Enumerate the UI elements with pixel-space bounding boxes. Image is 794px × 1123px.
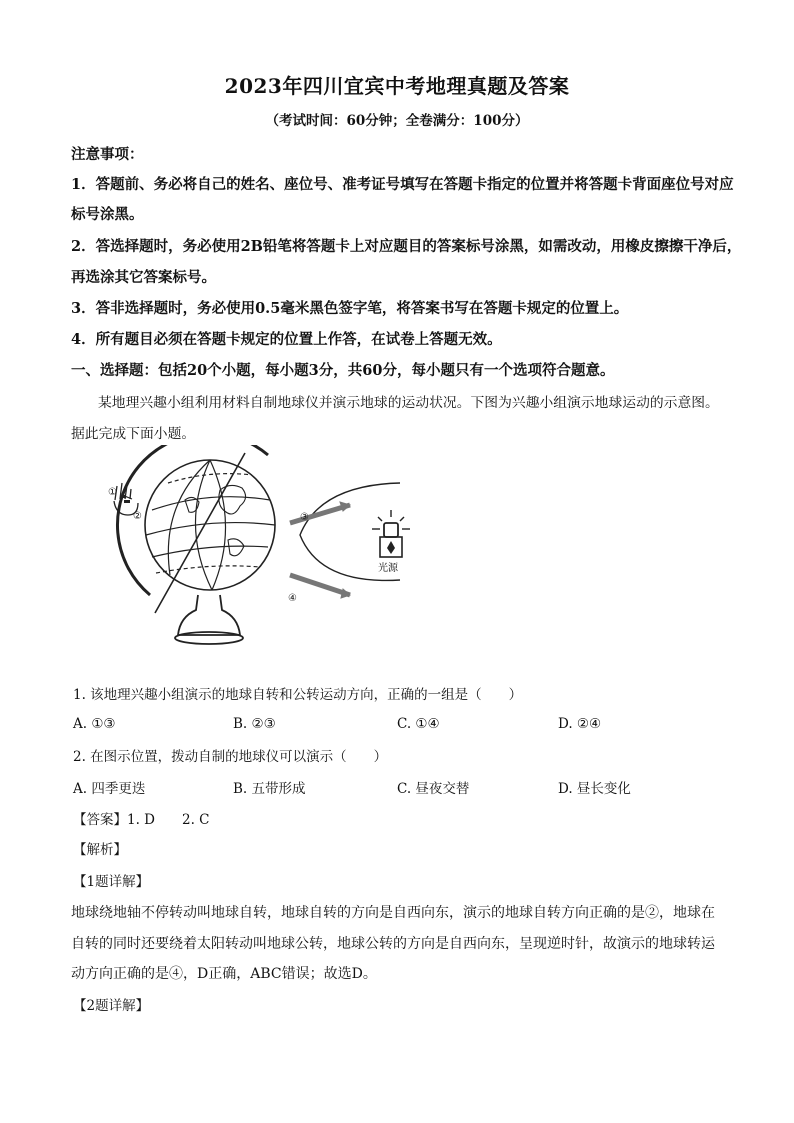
answer-line: 【答案】1. D 2. C [73, 812, 210, 828]
q1-option-c: C. ①④ [397, 716, 440, 732]
notice-item-1-cont: 标号涂黑。 [71, 206, 144, 223]
exam-info: （考试时间：60分钟；全卷满分：100分） [265, 113, 529, 129]
light-bulb-icon [384, 523, 398, 537]
label-2: ② [133, 511, 142, 522]
question-2: 2. 在图示位置，拨动自制的地球仪可以演示（ ） [73, 749, 388, 765]
notice-heading: 注意事项： [71, 146, 144, 163]
q1-option-b: B. ②③ [233, 716, 276, 732]
label-1: ① [108, 487, 117, 498]
q2-option-c: C. 昼夜交替 [397, 781, 470, 797]
arrow-4 [290, 575, 350, 595]
notice-item-4: 4．所有题目必须在答题卡规定的位置上作答，在试卷上答题无效。 [71, 331, 502, 348]
notice-item-2-cont: 再选涂其它答案标号。 [71, 269, 216, 286]
globe-stand [178, 595, 240, 635]
q1-option-a: A. ①③ [73, 716, 116, 732]
detail-2-heading: 【2题详解】 [73, 998, 150, 1014]
question-1: 1. 该地理兴趣小组演示的地球自转和公转运动方向，正确的一组是（ ） [73, 687, 523, 703]
detail-1-text-3: 动方向正确的是④，D正确，ABC错误；故选D。 [71, 966, 377, 982]
page-title: 2023年四川宜宾中考地理真题及答案 [224, 74, 570, 98]
detail-1-text: 地球绕地轴不停转动叫地球自转，地球自转的方向是自西向东，演示的地球自转方向正确的是②，地球在 [71, 905, 715, 921]
globe-sphere [145, 460, 275, 590]
notice-item-3: 3．答非选择题时，务必使用0.5毫米黑色签字笔，将答案书写在答题卡规定的位置上。 [71, 300, 629, 317]
q2-option-a: A. 四季更迭 [73, 781, 146, 797]
intro-text: 某地理兴趣小组利用材料自制地球仪并演示地球的运动状况。下图为兴趣小组演示地球运动的示意图。 [98, 395, 719, 411]
q2-option-b: B. 五带形成 [233, 781, 306, 797]
q1-option-d: D. ②④ [558, 716, 602, 732]
globe-diagram [100, 445, 460, 660]
section-heading: 一、选择题：包括20个小题，每小题3分，共60分，每小题只有一个选项符合题意。 [71, 362, 615, 379]
label-4: ④ [288, 593, 297, 604]
notice-item-2: 2．答选择题时，务必使用2B铅笔将答题卡上对应题目的答案标号涂黑，如需改动，用橡皮擦擦干净后， [71, 238, 742, 255]
detail-1-heading: 【1题详解】 [73, 874, 150, 890]
notice-item-1: 1．答题前、务必将自己的姓名、座位号、准考证号填写在答题卡指定的位置并将答题卡背面座位号对应 [71, 176, 734, 193]
label-3: ③ [300, 512, 309, 523]
light-source-label: 光源 [378, 563, 398, 574]
intro-text-cont: 据此完成下面小题。 [71, 426, 196, 442]
detail-1-text-2: 自转的同时还要绕着太阳转动叫地球公转，地球公转的方向是自西向东，呈现逆时针，故演示的地球转运 [71, 936, 715, 952]
analysis-heading: 【解析】 [73, 842, 127, 858]
q2-option-d: D. 昼长变化 [558, 781, 631, 797]
